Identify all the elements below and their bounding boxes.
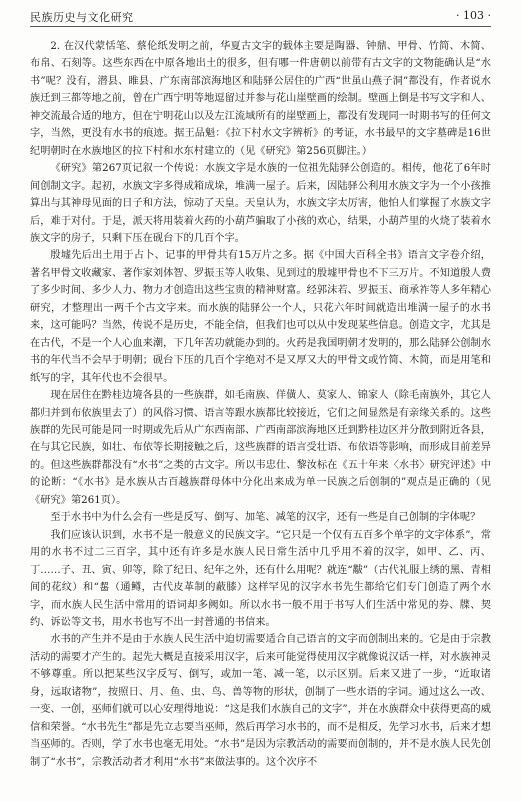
paragraph: 2. 在汉代蒙恬笔、蔡伦纸发明之前，华夏古文字的载体主要是陶器、钟鼎、甲骨、竹简、木简、布帛、石刻等。这些东西在中原各地出土的很多，但有哪一件唐朝以前带有古文字的文物能确认是“水书”呢？没有，潜县、睢县、广东南部滨海地区和陆驿公居住的广西“世虽山燕子洞”都没有，作者说水族迁到三都等地之前，曾在广西宁明等地逗留过并参与花山崖壁画的绘制。壁画上倒是书写文字和人、神交流最合适的地方，但在宁明花山以及左江流域所有的崖壁画上，都没有发现同一时期书写的任何文字，当然，更没有水书的痕迹。据王品魁：《拉下村水文字辨析》的考证，水书最早的文字墓碑是16世纪明朝时在水族地区的拉下村和水东村建立的（见《研究》第256页脚注。） bbox=[30, 41, 491, 157]
running-header bbox=[30, 4, 491, 27]
paragraph: 我们应该认识到，水书不是一般意义的民族文字。“它只是一个仅有五百多个单字的文字体系”，常用的水书不过二三百字，其中还有许多是水族人民日常生活中几乎用不着的汉字，如甲、乙、丙、丁……子、丑、寅、卯等，除了纪日、纪年之外，还有什么用呢？就连“黻”（古代礼服上绣的黑、青相间的花纹）和“𫜩（通鳟，古代皮革制的蔽膝）这样罕见的汉字水书先生都给它们专门创造了两个水字，而水族人民生活中常用的语词却多阙如。所以水书一般不用于书写人们生活中常见的券、牒、契约、诉讼等文书，用水书也写不出一封普通的书信来。 bbox=[30, 529, 491, 628]
paragraph: 殷墟先后出土用于占卜、记事的甲骨共有15万片之多。据《中国大百科全书》语言文字卷介绍，著名甲骨文收藏家、著作家刘体智、罗振玉等人收集、见到过的殷墟甲骨也不下三万片。不知道殷人费了多少时间、多少人力、物力才创造出这些宝贵的精神财富。经郭沫若、罗振玉、商承祚等人多年精心研究，才整理出一两千个古文字来。而水族的陆驿公一个人，只花六年时间就造出堆满一屋子的水书来，这可能吗？当然，传说不是历史，不能全信，但我们也可以从中发现某些信息。创造文字，尤其是在古代，不是一个人心血来潮，下几年苦功就能办到的。火药是我国明朝才发明的，那么陆驿公创制水书的年代当不会早于明朝；砚台下压的几百个字绝对不是又厚又大的甲骨文或竹简、木简，而是用笔和纸写的字，其年代也不会很早。 bbox=[30, 250, 491, 384]
paragraph: 《研究》第267页记叙一个传说：水族文字是水族的一位祖先陆驿公创造的。相传，他花了6年时间创制文字。起初，水族文字多得成箱成垛，堆满一屋子。后来，因陆驿公利用水族文字为一个小孩推算出与其神母见面的日子和方法，惊动了天皇。天皇认为，水族文字太厉害，他怕人们掌握了水族文字后，难于对付。于是，派天将用装着火药的小葫芦骗取了小孩的欢心，结果，小葫芦里的火烧了装着水族文字的房子，只剩下压在砚台下的几百个字。 bbox=[30, 163, 491, 244]
paragraph: 现在居住在黔桂边境各县的一些族群，如毛南族、佯僙人、莫家人、锦家人（除毛南族外，其它人都归并到布依族里去了）的风俗习惯、语言等跟水族都比较接近，它们之间显然是有亲缘关系的。这些族群的先民可能是同一时期或先后从广东西南部、广西南部滨海地区迁到黔桂边区并分散到附近各县，在与其它民族，如壮、布依等长期接触之后，这些族群的语言受壮语、布依语等影响，而形成目前差异的。但这些族群都没有“水书”之类的古文字。所以韦忠仕、黎汝标在《五十年来〈水书〉研究评述》中的论断：“《水书》是水族从古百越族群母体中分化出来成为单一民族之后创制的”观点是正确的（见《研究》第261页）。 bbox=[30, 390, 491, 506]
page-number: · 103 · bbox=[456, 9, 491, 22]
paragraph: 至于水书中为什么会有一些是反写、倒写、加笔、减笔的汉字，还有一些是自己创制的字体呢？ bbox=[50, 512, 481, 524]
article-body bbox=[30, 38, 491, 771]
journal-title: 民族历史与文化研究 bbox=[30, 11, 134, 24]
paragraph: 水书的产生并不是由于水族人民生活中迫切需要适合自己语言的文字而创制出来的。它是由于宗教活动的需要才产生的。起先大概是直接采用汉字，后来可能觉得使用汉字就像说汉话一样，对水族神灵不够尊重。所以把某些汉字反写、倒写，或加一笔、减一笔，以示区别。后来又进了一步，“近取诸身，远取诸物”，按照日、月、鱼、虫、鸟、兽等物的形状，创制了一些水语的字词。通过这么一改、一变、一创，巫师们就可以心安理得地说：“这是我们水族自己的文字”，并在水族群众中获得更高的威信和荣誉。“水书先生”都是先立志要当巫师，然后再学习水书的，而不是相反，先学习水书，后来才想当巫师的。否则，学了水书也毫无用处。“水书”是因为宗教活动的需要而创制的，并不是水族人民先创制了“水书”，宗教活动者才利用“水书”来做法事的。这个次序不 bbox=[30, 634, 491, 768]
